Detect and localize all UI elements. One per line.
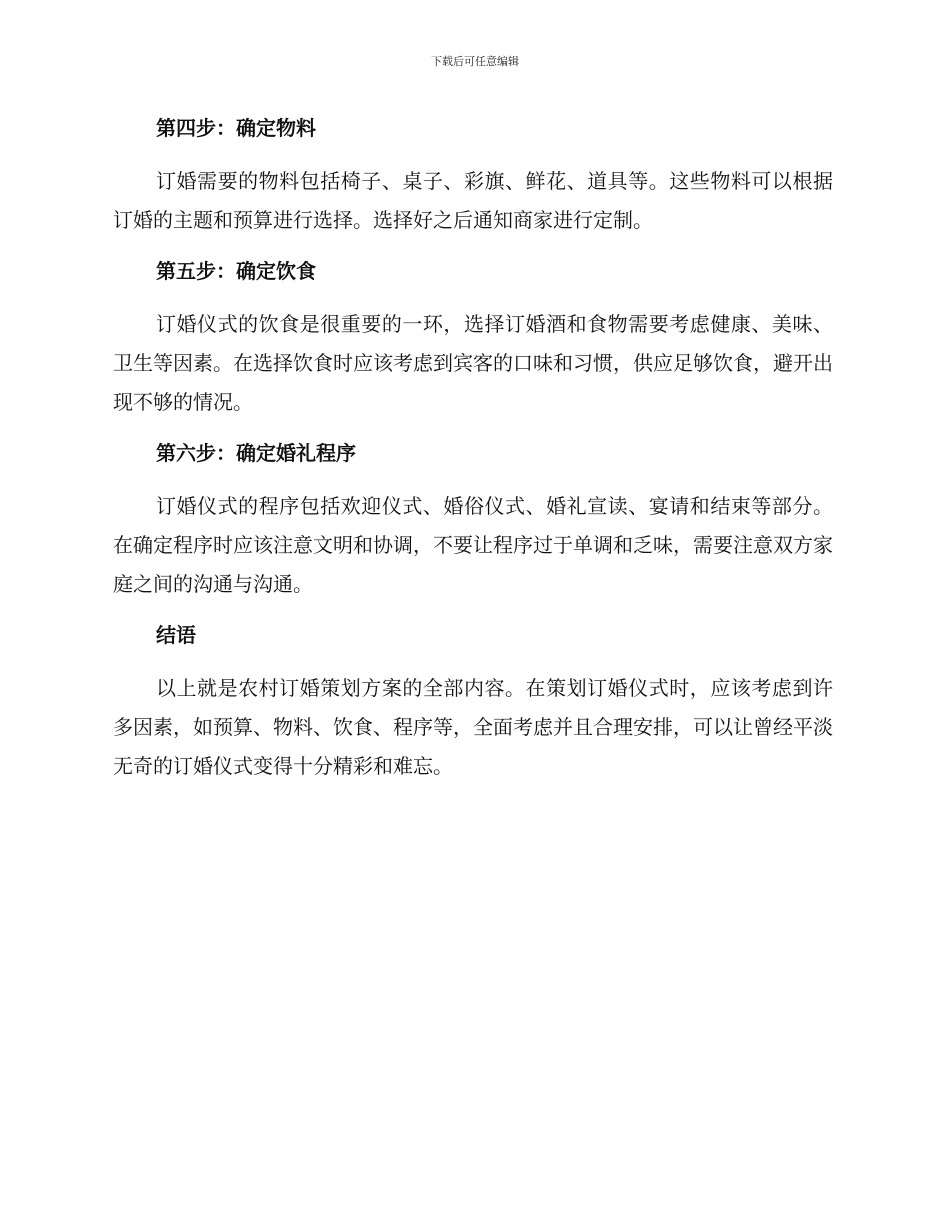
section-paragraph: 订婚仪式的饮食是很重要的一环，选择订婚酒和食物需要考虑健康、美味、卫生等因素。在选择饮食时应该考虑到宾客的口味和习惯，供应足够饮食，避开出现不够的情况。 bbox=[113, 312, 833, 414]
section-conclusion bbox=[113, 615, 833, 786]
document-body bbox=[113, 108, 833, 797]
page-header: 下载后可任意编辑 bbox=[431, 55, 519, 68]
section-heading: 第五步：确定饮食 bbox=[156, 259, 316, 283]
section-heading: 结语 bbox=[156, 623, 196, 647]
section-heading: 第四步：确定物料 bbox=[156, 116, 316, 140]
section-paragraph: 订婚需要的物料包括椅子、桌子、彩旗、鲜花、道具等。这些物料可以根据订婚的主题和预算进行选择。选择好之后通知商家进行定制。 bbox=[113, 169, 833, 232]
section-catering bbox=[113, 251, 833, 422]
section-paragraph: 订婚仪式的程序包括欢迎仪式、婚俗仪式、婚礼宣读、宴请和结束等部分。在确定程序时应该注意文明和协调，不要让程序过于单调和乏味，需要注意双方家庭之间的沟通与沟通。 bbox=[113, 494, 833, 596]
section-heading: 第六步：确定婚礼程序 bbox=[156, 441, 356, 465]
section-materials bbox=[113, 108, 833, 240]
section-program bbox=[113, 433, 833, 604]
section-paragraph: 以上就是农村订婚策划方案的全部内容。在策划订婚仪式时，应该考虑到许多因素，如预算、物料、饮食、程序等，全面考虑并且合理安排，可以让曾经平淡无奇的订婚仪式变得十分精彩和难忘。 bbox=[113, 676, 833, 778]
